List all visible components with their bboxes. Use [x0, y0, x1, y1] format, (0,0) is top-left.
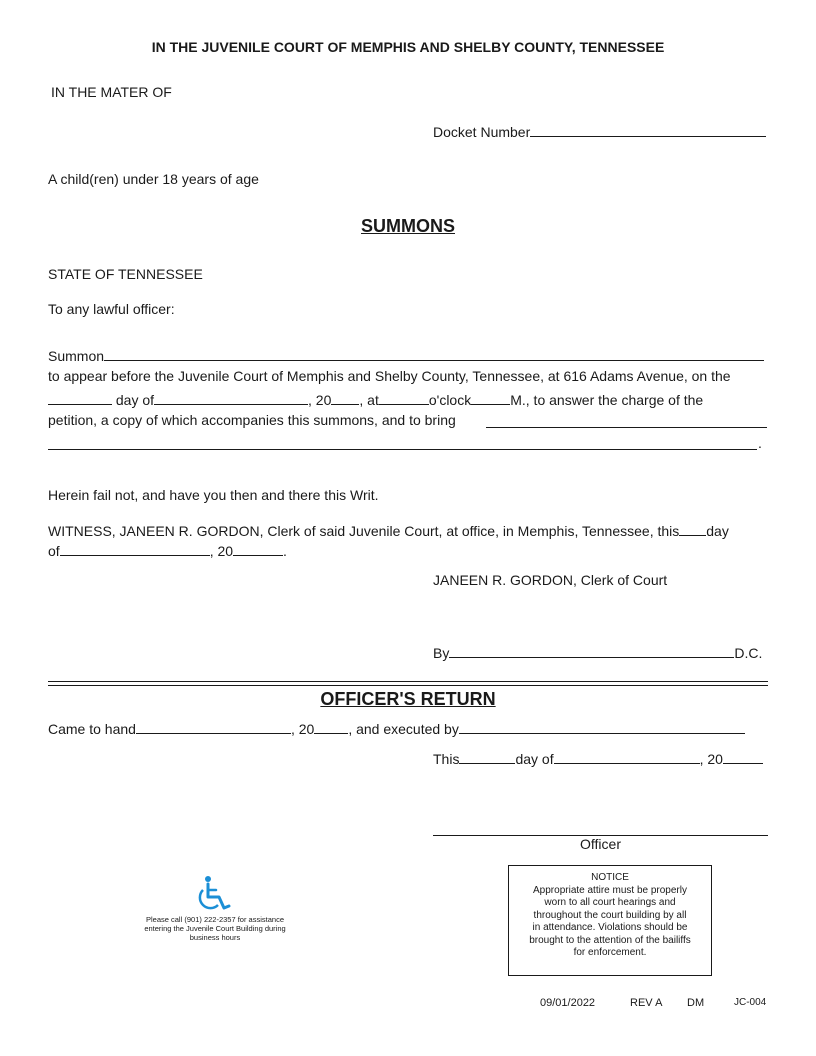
- bring-text: petition, a copy of which accompanies this summons, and to bring: [48, 412, 456, 428]
- witness-year-prefix: , 20: [209, 543, 234, 559]
- came-to-hand-label: Came to hand: [48, 721, 136, 737]
- witness-date-line: [48, 541, 287, 559]
- return-year2-prefix: , 20: [699, 751, 723, 767]
- summons-title: SUMMONS: [361, 216, 455, 236]
- return-date-line: [433, 749, 763, 767]
- summon-label: Summon: [48, 348, 105, 364]
- bring-field: [48, 412, 456, 428]
- herein-text: Herein fail not, and have you then and there this Writ.: [48, 487, 379, 503]
- witness-text: WITNESS, JANEEN R. GORDON, Clerk of said Juvenile Court, at office, in Memphis, Tennessee, this: [48, 523, 680, 539]
- section-divider-bottom: [48, 685, 768, 686]
- dc-label: D.C.: [734, 645, 763, 661]
- oclock-label: o'clock: [428, 392, 472, 408]
- year-prefix: , 20: [308, 392, 332, 408]
- docket-number-field[interactable]: [433, 122, 766, 140]
- appear-text: to appear before the Juvenile Court of Memphis and Shelby County, Tennessee, at 616 Adams Avenue, on the: [48, 368, 731, 384]
- notice-line: Appropriate attire must be properly: [533, 884, 687, 896]
- to-officer-label: To any lawful officer:: [48, 301, 175, 317]
- notice-line: throughout the court building by all: [533, 909, 687, 921]
- section-divider-top: [48, 681, 768, 682]
- day-of-label: day of: [115, 392, 155, 408]
- notice-line: for enforcement.: [573, 947, 647, 958]
- return-day-blank[interactable]: [459, 749, 515, 764]
- return-year2-blank[interactable]: [723, 749, 763, 764]
- executed-by-label: , and executed by: [348, 721, 459, 737]
- return-year-prefix: , 20: [290, 721, 315, 737]
- ampm-blank[interactable]: [471, 390, 510, 405]
- bring-continuation-line[interactable]: [48, 449, 757, 450]
- summon-line[interactable]: [104, 346, 764, 361]
- came-to-hand-line: [48, 719, 745, 737]
- wheelchair-icon: [193, 875, 235, 915]
- executed-by-blank[interactable]: [459, 719, 745, 734]
- notice-line: worn to all court hearings and: [544, 897, 676, 908]
- summon-field[interactable]: [48, 346, 764, 364]
- witness-year-blank[interactable]: [233, 541, 283, 556]
- date-time-line: [48, 390, 703, 408]
- notice-box: [508, 865, 712, 976]
- came-to-hand-blank[interactable]: [136, 719, 291, 734]
- bring-line[interactable]: [486, 427, 767, 428]
- footer-revision: REV A: [630, 997, 663, 1009]
- officers-return-title: OFFICER'S RETURN: [320, 689, 496, 709]
- this-label: This: [433, 751, 460, 767]
- by-signature-line[interactable]: [449, 643, 734, 658]
- witness-line: [48, 521, 729, 539]
- notice-title: NOTICE: [591, 872, 629, 883]
- witness-day-blank[interactable]: [679, 521, 706, 536]
- docket-label: Docket Number: [433, 124, 531, 140]
- return-year-blank[interactable]: [314, 719, 348, 734]
- witness-period: .: [283, 543, 287, 559]
- docket-number-line[interactable]: [530, 122, 766, 137]
- return-month-blank[interactable]: [554, 749, 700, 764]
- hour-blank[interactable]: [379, 390, 429, 405]
- officer-label: Officer: [580, 836, 621, 852]
- footer-form-number: JC-004: [734, 997, 767, 1008]
- witness-month-blank[interactable]: [60, 541, 210, 556]
- by-label: By: [433, 645, 450, 661]
- clerk-name: JANEEN R. GORDON, Clerk of Court: [433, 572, 668, 588]
- witness-day-label: day: [706, 523, 729, 539]
- deputy-clerk-signature[interactable]: [433, 643, 762, 661]
- return-day-of-label: day of: [515, 751, 554, 767]
- footer-date: 09/01/2022: [540, 997, 596, 1009]
- answer-label: M., to answer the charge of the: [510, 392, 704, 408]
- court-title: IN THE JUVENILE COURT OF MEMPHIS AND SHELBY COUNTY, TENNESSEE: [151, 39, 665, 55]
- child-label: A child(ren) under 18 years of age: [48, 171, 259, 187]
- state-label: STATE OF TENNESSEE: [48, 266, 203, 282]
- at-label: , at: [359, 392, 379, 408]
- matter-label: IN THE MATER OF: [51, 84, 172, 100]
- notice-line: in attendance. Violations should be: [532, 922, 688, 933]
- of-label: of: [48, 543, 60, 559]
- bring-period: .: [758, 435, 762, 451]
- accessibility-text: Please call (901) 222-2357 for assistance entering the Juvenile Court Building during business hours: [144, 915, 286, 942]
- year-blank[interactable]: [331, 390, 359, 405]
- footer-dm: DM: [687, 997, 705, 1009]
- day-blank[interactable]: [48, 390, 112, 405]
- month-blank[interactable]: [154, 390, 308, 405]
- notice-line: brought to the attention of the bailiffs: [529, 934, 691, 946]
